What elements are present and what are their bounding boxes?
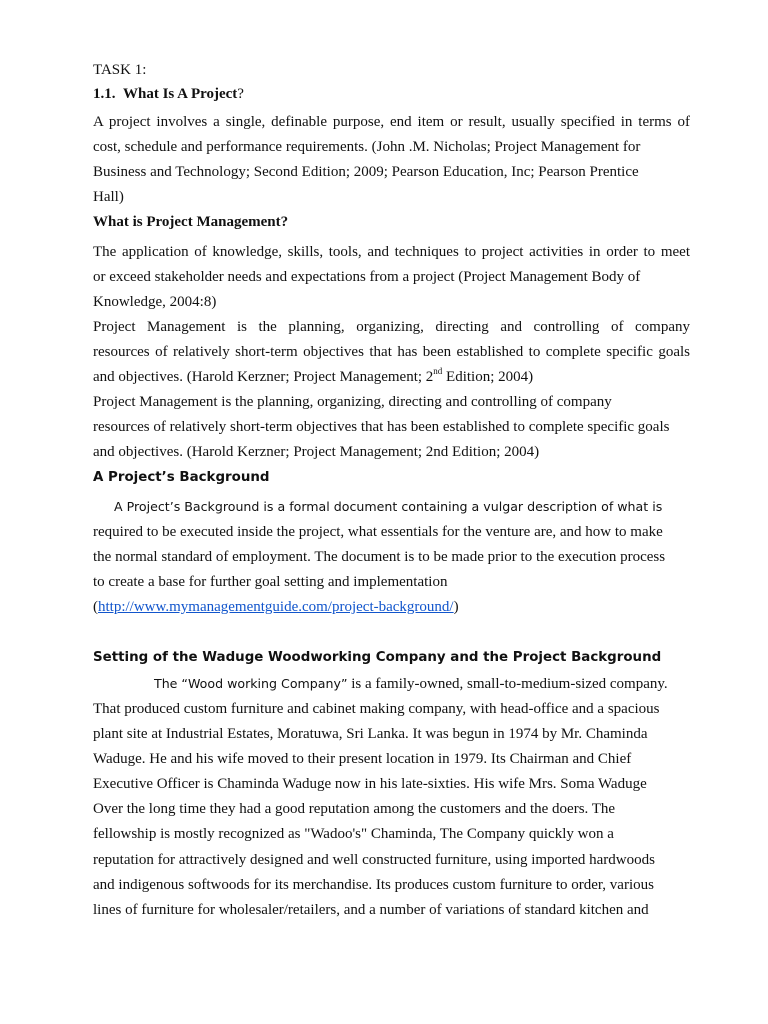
paragraph-line-first	[154, 675, 668, 693]
paragraph-line: Business and Technology; Second Edition; 2009; Pearson Education, Inc; Pearson Prentice	[93, 164, 639, 180]
section-heading-project-background: A Project’s Background	[93, 470, 270, 485]
paragraph-line: Over the long time they had a good reputation among the customers and the doers. The	[93, 801, 616, 817]
paragraph-line: Project Management is the planning, organizing, directing and controlling of company	[93, 394, 612, 410]
paragraph-line: the normal standard of employment. The document is to be made prior to the execution process	[93, 549, 666, 565]
first-line-rest: is a family-owned, small-to-medium-sized company.	[347, 676, 668, 692]
link-close-paren: )	[453, 599, 459, 615]
paragraph-line: lines of furniture for wholesaler/retailers, and a number of variations of standard kitchen and	[93, 902, 649, 918]
paragraph-line: A Project’s Background is a formal document containing a vulgar description of what is	[114, 499, 663, 514]
paragraph-line: fellowship is mostly recognized as "Wadoo's" Chaminda, The Company quickly won a	[93, 826, 614, 842]
paragraph-line-link	[93, 598, 459, 616]
project-background-link[interactable]: http://www.mymanagementguide.com/project-background/	[98, 599, 454, 615]
paragraph-line: That produced custom furniture and cabinet making company, with head-office and a spacious	[93, 701, 660, 717]
paragraph-line: resources of relatively short-term objectives that has been established to complete specific goals	[93, 419, 670, 435]
paragraph-line: reputation for attractively designed and well constructed furniture, using imported hardwoods	[93, 852, 655, 868]
link-open-paren: (	[93, 599, 98, 615]
paragraph-line: resources of relatively short-term objectives that has been established to complete specific goals	[93, 344, 690, 360]
section-title-suffix: ?	[237, 86, 244, 102]
section-heading-what-is-project-management: What is Project Management?	[93, 214, 289, 230]
paragraph-line: plant site at Industrial Estates, Moratuwa, Sri Lanka. It was begun in 1974 by Mr. Chaminda	[93, 726, 648, 742]
paragraph-line: and objectives. (Harold Kerzner; Project Management; 2nd Edition; 2004)	[93, 444, 540, 460]
paragraph-line: Project Management is the planning, organizing, directing and controlling of company	[93, 319, 690, 335]
paragraph-line: Knowledge, 2004:8)	[93, 294, 217, 310]
paragraph-line: Waduge. He and his wife moved to their present location in 1979. Its Chairman and Chief	[93, 751, 632, 767]
paragraph-line: A project involves a single, definable purpose, end item or result, usually specified in terms of	[93, 114, 690, 130]
paragraph-line: The application of knowledge, skills, tools, and techniques to project activities in order to meet	[93, 244, 690, 260]
superscript-nd: nd	[433, 366, 443, 376]
kerzner-text-end: Edition; 2004)	[442, 369, 534, 385]
kerzner-text: and objectives. (Harold Kerzner; Project Management; 2	[93, 369, 434, 385]
section-heading-what-is-a-project	[93, 85, 244, 103]
paragraph-line: cost, schedule and performance requirements. (John .M. Nicholas; Project Management for	[93, 139, 641, 155]
task-heading: TASK 1:	[93, 62, 147, 78]
paragraph-line: Executive Officer is Chaminda Waduge now in his late-sixties. His wife Mrs. Soma Waduge	[93, 776, 647, 792]
paragraph-line: or exceed stakeholder needs and expectations from a project (Project Management Body of	[93, 269, 641, 285]
section-heading-waduge: Setting of the Waduge Woodworking Company and the Project Background	[93, 650, 662, 665]
section-number: 1.1.	[93, 86, 116, 102]
paragraph-line: to create a base for further goal setting and implementation	[93, 574, 448, 590]
paragraph-line: and indigenous softwoods for its merchandise. Its produces custom furniture to order, various	[93, 877, 654, 893]
section-title: What Is A Project	[123, 86, 238, 102]
paragraph-line: Hall)	[93, 189, 124, 205]
paragraph-line-kerzner	[93, 368, 533, 386]
company-name-quote: The “Wood working Company”	[154, 676, 348, 691]
paragraph-line: required to be executed inside the project, what essentials for the venture are, and how to make	[93, 524, 663, 540]
